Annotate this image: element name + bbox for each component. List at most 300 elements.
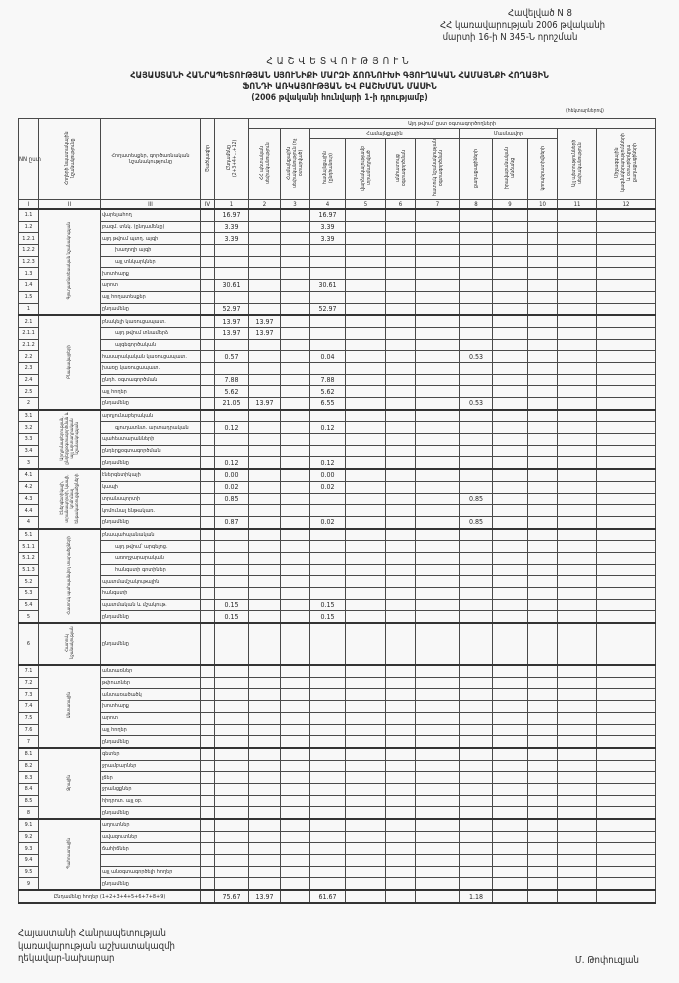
value-cell-col-8 (460, 843, 493, 855)
value-cell-col-9 (493, 233, 528, 245)
value-cell-col-8 (460, 481, 493, 493)
value-cell-col-4: 0.12 (310, 422, 346, 434)
row-label: բնապահպանական (101, 529, 201, 541)
table-body (19, 209, 656, 903)
value-cell-col-10 (528, 665, 558, 677)
row-label: ընդամենը (101, 457, 201, 469)
value-cell-col-2 (249, 795, 281, 807)
value-cell-col-1: 0.00 (215, 469, 249, 481)
value-cell-col-4 (310, 712, 346, 724)
value-cell-col-12 (597, 291, 656, 303)
value-cell-col-3 (281, 422, 310, 434)
value-cell-col-12 (597, 689, 656, 701)
code-cell (201, 481, 215, 493)
value-cell-col-9 (493, 291, 528, 303)
value-cell-col-3 (281, 772, 310, 784)
value-cell-col-7 (416, 233, 460, 245)
value-cell-col-10 (528, 748, 558, 760)
table-row (19, 599, 656, 611)
value-cell-col-3 (281, 233, 310, 245)
value-cell-col-1: 0.57 (215, 351, 249, 363)
row-label: ընդամենը (101, 611, 201, 623)
value-cell-col-6 (386, 831, 416, 843)
value-cell-col-2 (249, 445, 281, 457)
value-cell-col-7 (416, 611, 460, 623)
row-code: 1.2 (19, 221, 39, 233)
value-cell-col-4 (310, 665, 346, 677)
value-cell-col-7 (416, 351, 460, 363)
value-cell-col-7 (416, 748, 460, 760)
value-cell-col-3 (281, 315, 310, 327)
value-cell-col-12 (597, 552, 656, 564)
table-row (19, 398, 656, 410)
value-cell-col-9 (493, 339, 528, 351)
value-cell-col-12 (597, 268, 656, 280)
value-cell-col-4 (310, 434, 346, 446)
table-row (19, 233, 656, 245)
table-row (19, 481, 656, 493)
value-cell-col-6 (386, 445, 416, 457)
value-cell-col-12 (597, 843, 656, 855)
row-code: 5.4 (19, 599, 39, 611)
header-col-2: ՀՀ պետական սեփականություն (249, 129, 281, 200)
row-label: ընդամենը (101, 736, 201, 748)
value-cell-col-11 (558, 280, 597, 292)
total-value-col-9 (493, 890, 528, 903)
value-cell-col-5 (346, 807, 386, 819)
value-cell-col-2 (249, 422, 281, 434)
value-cell-col-1 (215, 256, 249, 268)
value-cell-col-4: 0.12 (310, 457, 346, 469)
units-note: (հեկտարներով) (566, 108, 604, 114)
value-cell-col-10 (528, 469, 558, 481)
value-cell-col-7 (416, 327, 460, 339)
value-cell-col-2 (249, 245, 281, 257)
total-label: Ընդամենը հողեր (1+2+3+4+5+6+7+8+9) (19, 890, 201, 903)
value-cell-col-12 (597, 599, 656, 611)
value-cell-col-12 (597, 736, 656, 748)
value-cell-col-2 (249, 576, 281, 588)
value-cell-col-3 (281, 552, 310, 564)
value-cell-col-12 (597, 724, 656, 736)
value-cell-col-7 (416, 783, 460, 795)
value-cell-col-2 (249, 843, 281, 855)
value-cell-col-8 (460, 434, 493, 446)
value-cell-col-6 (386, 209, 416, 221)
value-cell-col-3 (281, 529, 310, 541)
row-code: 1.2.2 (19, 245, 39, 257)
value-cell-col-4 (310, 748, 346, 760)
value-cell-col-6 (386, 843, 416, 855)
value-cell-col-1: 3.39 (215, 233, 249, 245)
value-cell-col-11 (558, 410, 597, 422)
value-cell-col-3 (281, 831, 310, 843)
value-cell-col-12 (597, 351, 656, 363)
value-cell-col-6 (386, 819, 416, 831)
value-cell-col-7 (416, 481, 460, 493)
value-cell-col-8 (460, 599, 493, 611)
value-cell-col-5 (346, 398, 386, 410)
row-code: 9.2 (19, 831, 39, 843)
value-cell-col-5 (346, 611, 386, 623)
value-cell-col-4 (310, 576, 346, 588)
code-cell (201, 701, 215, 713)
value-cell-col-8 (460, 611, 493, 623)
row-code: 2.1.2 (19, 339, 39, 351)
value-cell-col-8 (460, 245, 493, 257)
value-cell-col-9 (493, 677, 528, 689)
code-cell (201, 256, 215, 268)
value-cell-col-4: 16.97 (310, 209, 346, 221)
value-cell-col-7 (416, 701, 460, 713)
row-label: անտառներ (101, 665, 201, 677)
row-code: 7.5 (19, 712, 39, 724)
header-no: NN ըստ (19, 119, 39, 200)
value-cell-col-7 (416, 795, 460, 807)
value-cell-col-9 (493, 689, 528, 701)
row-code: 2.3 (19, 362, 39, 374)
value-cell-col-11 (558, 505, 597, 517)
value-cell-col-2 (249, 748, 281, 760)
header-col-8: քաղաքացիների (460, 139, 493, 200)
value-cell-col-12 (597, 588, 656, 600)
table-row (19, 772, 656, 784)
column-number: 12 (597, 200, 656, 210)
value-cell-col-1: 13.97 (215, 327, 249, 339)
value-cell-col-4 (310, 807, 346, 819)
value-cell-col-5 (346, 866, 386, 878)
row-code: 5.2 (19, 576, 39, 588)
row-code: 7 (19, 736, 39, 748)
value-cell-col-2 (249, 623, 281, 665)
value-cell-col-7 (416, 362, 460, 374)
column-number: 9 (493, 200, 528, 210)
value-cell-col-11 (558, 268, 597, 280)
table-row (19, 783, 656, 795)
value-cell-col-3 (281, 291, 310, 303)
value-cell-col-5 (346, 576, 386, 588)
value-cell-col-11 (558, 516, 597, 528)
value-cell-col-1 (215, 795, 249, 807)
value-cell-col-6 (386, 245, 416, 257)
row-label: ընդամենը (101, 303, 201, 315)
value-cell-col-11 (558, 303, 597, 315)
table-row (19, 457, 656, 469)
value-cell-col-12 (597, 481, 656, 493)
value-cell-col-9 (493, 422, 528, 434)
value-cell-col-11 (558, 772, 597, 784)
value-cell-col-3 (281, 665, 310, 677)
value-cell-col-11 (558, 386, 597, 398)
value-cell-col-9 (493, 481, 528, 493)
value-cell-col-4: 0.15 (310, 611, 346, 623)
value-cell-col-2 (249, 481, 281, 493)
table-row (19, 665, 656, 677)
value-cell-col-12 (597, 493, 656, 505)
value-cell-col-1 (215, 445, 249, 457)
value-cell-col-5 (346, 303, 386, 315)
value-cell-col-5 (346, 677, 386, 689)
value-cell-col-11 (558, 469, 597, 481)
table-row (19, 529, 656, 541)
value-cell-col-8 (460, 339, 493, 351)
value-cell-col-12 (597, 878, 656, 890)
code-cell (201, 410, 215, 422)
value-cell-col-1 (215, 689, 249, 701)
value-cell-col-9 (493, 505, 528, 517)
footer-line-3: ղեկավար-նախարար (18, 953, 115, 964)
value-cell-col-3 (281, 783, 310, 795)
value-cell-col-2 (249, 665, 281, 677)
value-cell-col-10 (528, 280, 558, 292)
header-total: Ընդամենը (2+3+4+...+12) (215, 119, 249, 200)
value-cell-col-9 (493, 819, 528, 831)
table-row (19, 505, 656, 517)
value-cell-col-10 (528, 481, 558, 493)
code-cell (201, 529, 215, 541)
table-row (19, 386, 656, 398)
value-cell-col-11 (558, 689, 597, 701)
value-cell-col-11 (558, 315, 597, 327)
row-code: 9.5 (19, 866, 39, 878)
value-cell-col-5 (346, 256, 386, 268)
value-cell-col-1 (215, 866, 249, 878)
appendix-note (440, 8, 606, 44)
value-cell-col-1 (215, 819, 249, 831)
value-cell-col-12 (597, 855, 656, 867)
value-cell-col-12 (597, 469, 656, 481)
row-label: կոմունալ ենթակառ. (101, 505, 201, 517)
code-cell (201, 233, 215, 245)
value-cell-col-10 (528, 689, 558, 701)
value-cell-col-5 (346, 529, 386, 541)
total-value-col-7 (416, 890, 460, 903)
row-code: 1.5 (19, 291, 39, 303)
value-cell-col-9 (493, 327, 528, 339)
value-cell-col-12 (597, 505, 656, 517)
value-cell-col-5 (346, 689, 386, 701)
value-cell-col-5 (346, 457, 386, 469)
value-cell-col-2 (249, 677, 281, 689)
value-cell-col-9 (493, 611, 528, 623)
value-cell-col-3 (281, 351, 310, 363)
value-cell-col-10 (528, 677, 558, 689)
value-cell-col-11 (558, 623, 597, 665)
value-cell-col-11 (558, 493, 597, 505)
value-cell-col-8 (460, 855, 493, 867)
code-cell (201, 564, 215, 576)
value-cell-col-12 (597, 516, 656, 528)
value-cell-col-2 (249, 819, 281, 831)
value-cell-col-11 (558, 866, 597, 878)
value-cell-col-3 (281, 374, 310, 386)
value-cell-col-4: 5.62 (310, 386, 346, 398)
value-cell-col-8: 0.85 (460, 516, 493, 528)
value-cell-col-4 (310, 505, 346, 517)
value-cell-col-4 (310, 855, 346, 867)
value-cell-col-9 (493, 398, 528, 410)
value-cell-col-6 (386, 736, 416, 748)
value-cell-col-12 (597, 245, 656, 257)
value-cell-col-3 (281, 878, 310, 890)
row-code: 9 (19, 878, 39, 890)
column-number: 7 (416, 200, 460, 210)
value-cell-col-7 (416, 541, 460, 553)
value-cell-col-1 (215, 760, 249, 772)
value-cell-col-8 (460, 689, 493, 701)
value-cell-col-3 (281, 386, 310, 398)
value-cell-col-7 (416, 529, 460, 541)
value-cell-col-2 (249, 209, 281, 221)
table-row (19, 541, 656, 553)
value-cell-col-1: 21.05 (215, 398, 249, 410)
value-cell-col-12 (597, 303, 656, 315)
table-row (19, 552, 656, 564)
value-cell-col-7 (416, 374, 460, 386)
code-cell (201, 611, 215, 623)
column-number: III (101, 200, 201, 210)
row-label: էներգետիկայի (101, 469, 201, 481)
value-cell-col-10 (528, 760, 558, 772)
row-label: խոտհարք (101, 268, 201, 280)
row-label: այդ թվում տնամերձ (101, 327, 201, 339)
value-cell-col-2 (249, 374, 281, 386)
value-cell-col-10 (528, 245, 558, 257)
value-cell-col-12 (597, 280, 656, 292)
value-cell-col-5 (346, 599, 386, 611)
row-label: հիդրոտ. այլ օբ. (101, 795, 201, 807)
row-code: 8.5 (19, 795, 39, 807)
appendix-decree: ՀՀ կառավարության 2006 թվականի (440, 20, 606, 31)
value-cell-col-6 (386, 677, 416, 689)
value-cell-col-9 (493, 351, 528, 363)
value-cell-col-11 (558, 552, 597, 564)
code-cell (201, 890, 215, 903)
value-cell-col-3 (281, 701, 310, 713)
value-cell-col-8 (460, 505, 493, 517)
value-cell-col-11 (558, 807, 597, 819)
value-cell-col-8 (460, 588, 493, 600)
value-cell-col-1: 0.85 (215, 493, 249, 505)
value-cell-col-11 (558, 245, 597, 257)
value-cell-col-1 (215, 855, 249, 867)
table-row (19, 209, 656, 221)
footer-line-1: Հայաստանի Հանրապետության (18, 928, 166, 939)
table-row (19, 724, 656, 736)
row-code: 5.1.1 (19, 541, 39, 553)
value-cell-col-12 (597, 529, 656, 541)
value-cell-col-9 (493, 712, 528, 724)
value-cell-col-3 (281, 724, 310, 736)
value-cell-col-7 (416, 256, 460, 268)
value-cell-col-10 (528, 831, 558, 843)
value-cell-col-3 (281, 339, 310, 351)
value-cell-col-9 (493, 831, 528, 843)
header-col-7: հատուկ նշանակության օգտագործման (416, 139, 460, 200)
value-cell-col-10 (528, 374, 558, 386)
column-number: I (19, 200, 39, 210)
value-cell-col-6 (386, 362, 416, 374)
table-row (19, 878, 656, 890)
row-label: հանգստի (101, 588, 201, 600)
value-cell-col-5 (346, 712, 386, 724)
table-row (19, 268, 656, 280)
value-cell-col-4 (310, 245, 346, 257)
value-cell-col-10 (528, 291, 558, 303)
value-cell-col-12 (597, 209, 656, 221)
section-label: Հատուկ նշանակության (39, 623, 101, 665)
value-cell-col-8 (460, 374, 493, 386)
row-code: 8.1 (19, 748, 39, 760)
code-cell (201, 374, 215, 386)
value-cell-col-12 (597, 795, 656, 807)
row-code: 7.4 (19, 701, 39, 713)
value-cell-col-12 (597, 564, 656, 576)
value-cell-col-7 (416, 712, 460, 724)
value-cell-col-7 (416, 457, 460, 469)
table-row (19, 339, 656, 351)
value-cell-col-8 (460, 303, 493, 315)
value-cell-col-10 (528, 623, 558, 665)
value-cell-col-1: 3.39 (215, 221, 249, 233)
code-cell (201, 712, 215, 724)
value-cell-col-11 (558, 712, 597, 724)
table-row (19, 736, 656, 748)
value-cell-col-2 (249, 866, 281, 878)
value-cell-col-2 (249, 611, 281, 623)
column-number: 1 (215, 200, 249, 210)
table-row (19, 855, 656, 867)
value-cell-col-11 (558, 748, 597, 760)
value-cell-col-12 (597, 256, 656, 268)
section-label: Էներգետիկայի, տրանսպորտի, կապի, կոմունալ ենթակառուցվածքների (39, 469, 101, 528)
row-label: խառը կառուցապատ. (101, 362, 201, 374)
row-label (101, 855, 201, 867)
code-cell (201, 327, 215, 339)
code-cell (201, 819, 215, 831)
value-cell-col-12 (597, 831, 656, 843)
value-cell-col-11 (558, 233, 597, 245)
row-label: բազմ. տնկ. (ընդամենը) (101, 221, 201, 233)
value-cell-col-9 (493, 303, 528, 315)
section-label: Պահուստային (39, 819, 101, 890)
value-cell-col-5 (346, 481, 386, 493)
value-cell-col-11 (558, 576, 597, 588)
value-cell-col-1 (215, 588, 249, 600)
row-code: 5.1.2 (19, 552, 39, 564)
value-cell-col-9 (493, 374, 528, 386)
value-cell-col-6 (386, 795, 416, 807)
value-cell-col-9 (493, 576, 528, 588)
value-cell-col-8 (460, 552, 493, 564)
value-cell-col-7 (416, 772, 460, 784)
value-cell-col-6 (386, 315, 416, 327)
value-cell-col-5 (346, 362, 386, 374)
value-cell-col-3 (281, 819, 310, 831)
value-cell-col-3 (281, 327, 310, 339)
header-including: Այդ թվում՝ ըստ օգտագործողների (249, 119, 656, 129)
code-cell (201, 772, 215, 784)
value-cell-col-7 (416, 819, 460, 831)
value-cell-col-2 (249, 434, 281, 446)
value-cell-col-4 (310, 760, 346, 772)
value-cell-col-12 (597, 807, 656, 819)
value-cell-col-10 (528, 268, 558, 280)
value-cell-col-5 (346, 855, 386, 867)
total-value-col-3 (281, 890, 310, 903)
value-cell-col-3 (281, 398, 310, 410)
value-cell-col-6 (386, 434, 416, 446)
